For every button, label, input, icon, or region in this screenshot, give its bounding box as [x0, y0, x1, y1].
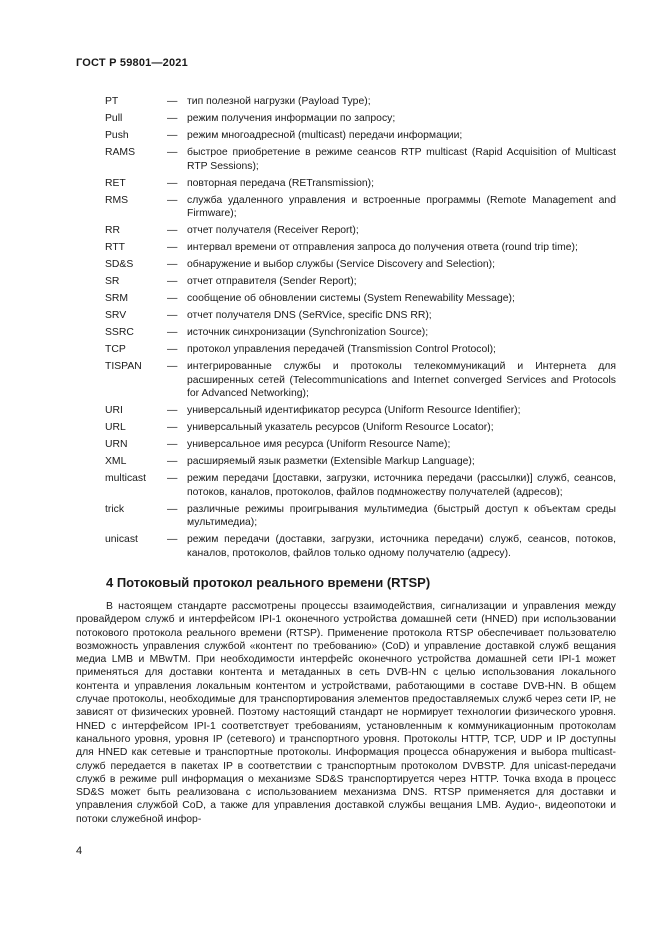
abbreviation-row: [76, 292, 616, 306]
abbreviation-row: [76, 472, 616, 499]
abbreviation-definition: расширяемый язык разметки (Extensible Markup Language);: [187, 456, 475, 468]
abbreviation-dash: —: [167, 276, 178, 288]
abbreviation-row: [76, 533, 616, 560]
abbreviation-definition: быстрое приобретение в режиме сеансов RTP multicast (Rapid Acquisition of Multicast RTP Sessions);: [187, 146, 616, 172]
abbreviation-dash: —: [167, 310, 178, 322]
abbreviation-definition: режим передачи (доставки, загрузки, источника передачи) служб, сеансов, потоков, каналов, протоколов, файлов только одному получателю (адресу).: [187, 534, 616, 559]
abbreviation-row: [76, 360, 616, 401]
abbreviation-row: [76, 421, 616, 435]
abbreviation-dash: —: [167, 503, 178, 515]
abbreviation-row: [76, 95, 616, 109]
abbreviation-definition: протокол управления передачей (Transmission Control Protocol);: [187, 343, 496, 355]
abbreviation-dash: —: [167, 327, 178, 338]
abbreviation-term: SR: [105, 276, 120, 288]
abbreviation-dash: —: [167, 177, 178, 189]
abbreviation-term: XML: [105, 456, 127, 468]
abbreviation-row: [76, 241, 616, 255]
abbreviation-term: RMS: [105, 194, 129, 206]
abbreviation-row: [76, 177, 616, 191]
abbreviation-dash: —: [167, 473, 178, 485]
abbreviation-dash: —: [167, 194, 178, 206]
section-title: 4 Потоковый протокол реального времени (RTSP): [106, 575, 431, 590]
abbreviation-definition: режим получения информации по запросу;: [187, 112, 396, 124]
abbreviation-definition: отчет получателя (Receiver Report);: [187, 225, 359, 237]
abbreviation-term: Pull: [105, 112, 123, 124]
abbreviation-dash: —: [167, 439, 178, 451]
abbreviation-row: [76, 455, 616, 469]
abbreviation-row: [76, 146, 616, 173]
abbreviation-dash: —: [167, 242, 178, 254]
body-paragraph: В настоящем стандарте рассмотрены процессы взаимодействия, сигнализации и управления между провайдером служб и интерфейсом IPI-1 оконечного устройства домашней сети (HNED) при использовании потокового протокола реального времени (RTSP). Применение протокола RTSP обеспечивает пользователю возможность управления службой «контент по требованию» (CoD) и управление доставкой служб вещания медиа LMB и MBwTM. При необходимости интерфейс оконечного устройства домашней сети IPI-1 может применяться для доставки контента и метаданных в сеть DVB-HN с целью использования локального контента и управления локальным контентом и устройствами, работающими в составе DVB-HN. В общем случае протоколы, необходимые для транспортирования элементов предоставляемых служб через сети IP, не зависят от физических уровней. Поэтому настоящий стандарт не нормирует технологии физического уровня. HNED с интерфейсом IPI-1 соответствует требованиям, установленным к коммуникационным протоколам канального уровня, уровня IP (сетевого) и транспортного уровня. Протоколы HTTP, TCP, UDP и IP доступны для HNED как сетевые и транспортные протоколы. Информация процесса обнаружения и выбора multicast-служб передается в пакетах IP в соответствии с транспортным протоколом DVBSTP. Для unicast-передачи служб в режиме pull информация о механизме SD&S транспортируется через HTTP. Точка входа в процесс SD&S может быть реализована с использованием механизма DNS. RTSP применяется для доставки и управления службой CoD, а также для управления доставкой службы вещания LMB. Аудио-, видеопотоки и потоки служебной инфор-: [76, 601, 616, 825]
abbreviation-term: URL: [105, 422, 126, 434]
abbreviation-term: TISPAN: [105, 360, 142, 372]
abbreviation-term: SSRC: [105, 327, 134, 338]
abbreviation-term: Push: [105, 129, 129, 141]
abbreviation-dash: —: [167, 405, 178, 417]
abbreviation-definition: тип полезной нагрузки (Payload Type);: [187, 96, 371, 107]
abbreviation-definition: различные режимы проигрывания мультимедиа (быстрый доступ к объектам среды мультимедиа);: [187, 503, 616, 529]
abbreviation-definition: повторная передача (RETransmission);: [187, 177, 374, 189]
abbreviation-definition: обнаружение и выбор службы (Service Discovery and Selection);: [187, 259, 495, 271]
abbreviation-term: TCP: [105, 343, 126, 355]
abbreviation-definition: режим многоадресной (multicast) передачи информации;: [187, 129, 463, 141]
document-header: ГОСТ Р 59801—2021: [76, 57, 188, 69]
abbreviation-dash: —: [167, 422, 178, 434]
abbreviation-row: [76, 309, 616, 323]
abbreviation-definition: универсальный указатель ресурсов (Uniform Resource Locator);: [187, 422, 494, 434]
abbreviation-row: [76, 503, 616, 530]
abbreviation-row: [76, 258, 616, 272]
abbreviation-row: [76, 438, 616, 452]
abbreviation-term: PT: [105, 96, 119, 107]
abbreviation-dash: —: [167, 360, 178, 372]
abbreviation-term: URI: [105, 405, 123, 417]
abbreviation-term: SD&S: [105, 259, 134, 271]
abbreviation-row: [76, 194, 616, 221]
abbreviation-term: RAMS: [105, 146, 136, 158]
page-number: 4: [76, 845, 83, 857]
abbreviation-term: RTT: [105, 242, 126, 254]
abbreviation-definition: служба удаленного управления и встроенные программы (Remote Management and Firmware);: [187, 194, 616, 220]
abbreviation-row: [76, 404, 616, 418]
abbreviation-definition: режим передачи [доставки, загрузки, источника передачи (рассылки)] служб, сеансов, потоков, каналов, протоколов, файлов подмножеству получателей (адресов);: [187, 473, 616, 498]
abbreviation-row: [76, 112, 616, 126]
abbreviation-row: [76, 326, 616, 340]
abbreviation-dash: —: [167, 456, 178, 468]
abbreviation-definition: источник синхронизации (Synchronization Source);: [187, 327, 429, 338]
abbreviation-dash: —: [167, 146, 178, 158]
abbreviation-dash: —: [167, 293, 178, 305]
abbreviation-dash: —: [167, 225, 178, 237]
abbreviation-row: [76, 224, 616, 238]
abbreviation-term: SRM: [105, 293, 129, 305]
abbreviation-row: [76, 275, 616, 289]
abbreviation-definition: универсальное имя ресурса (Uniform Resource Name);: [187, 439, 451, 451]
abbreviation-term: RR: [105, 225, 121, 237]
abbreviation-term: SRV: [105, 310, 127, 322]
abbreviation-definition: отчет получателя DNS (SeRVice, specific DNS RR);: [187, 310, 432, 322]
abbreviation-definition: сообщение об обновлении системы (System Renewability Message);: [187, 293, 515, 305]
abbreviation-dash: —: [167, 112, 178, 124]
abbreviation-row: [76, 343, 616, 357]
abbreviation-list: [76, 95, 616, 564]
abbreviation-row: [76, 129, 616, 143]
abbreviation-dash: —: [167, 534, 178, 546]
abbreviation-term: RET: [105, 177, 126, 189]
abbreviation-definition: интегрированные службы и протоколы телекоммуникаций и Интернета для расширенных сетей (Telecommunications and Internet converged Services and Protocols for Advanced Networking);: [187, 360, 616, 400]
abbreviation-term: URN: [105, 439, 128, 451]
abbreviation-definition: интервал времени от отправления запроса до получения ответа (round trip time);: [187, 242, 578, 254]
abbreviation-definition: отчет отправителя (Sender Report);: [187, 276, 357, 288]
abbreviation-term: multicast: [105, 473, 146, 485]
abbreviation-dash: —: [167, 96, 178, 107]
abbreviation-dash: —: [167, 259, 178, 271]
abbreviation-dash: —: [167, 129, 178, 141]
abbreviation-definition: универсальный идентификатор ресурса (Uniform Resource Identifier);: [187, 405, 521, 417]
abbreviation-term: trick: [105, 503, 125, 515]
abbreviation-dash: —: [167, 343, 178, 355]
abbreviation-term: unicast: [105, 534, 138, 546]
